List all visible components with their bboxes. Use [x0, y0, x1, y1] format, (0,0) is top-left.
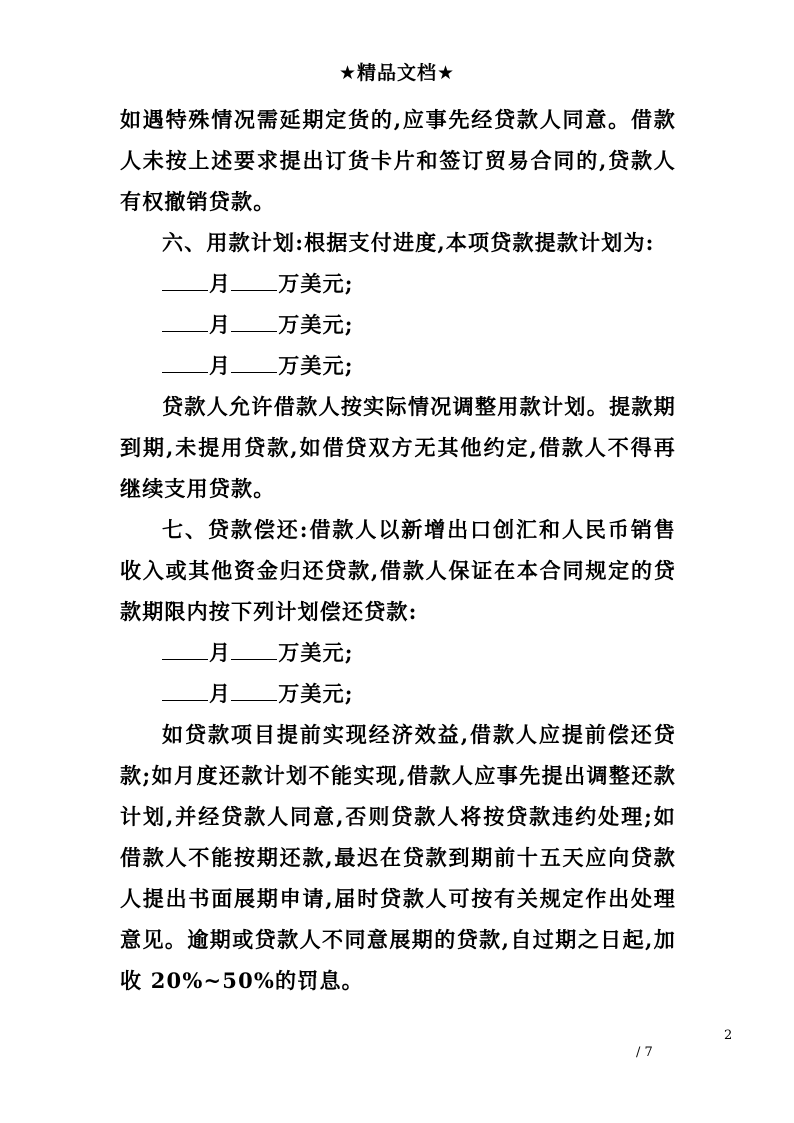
blank-field [231, 272, 277, 291]
month-label: 月 [209, 271, 232, 296]
paragraph-5: 如贷款项目提前实现经济效益,借款人应提前偿还贷款;如月度还款计划不能实现,借款人应事先提出调整还款计划,并经贷款人同意,否则贷款人将按贷款违约处理;如借款人不能按期还款,最迟在贷款到期前十五天应向贷款人提出书面展期申请,届时贷款人可按有关规定作出处理意见。逾期或贷款人不同意展期的贷款,自过期之日起,加收 20%~50%的罚息。 [120, 722, 676, 993]
month-label: 月 [209, 681, 232, 706]
page-number: 2 [724, 1028, 733, 1043]
paragraph-2: 六、用款计划:根据支付进度,本项贷款提款计划为: [162, 230, 655, 255]
blank-field [162, 354, 208, 373]
amount-label: 万美元; [278, 353, 354, 378]
paragraph-4: 七、贷款偿还:借款人以新增出口创汇和人民币销售收入或其他资金归还贷款,借款人保证在本合同规定的贷款期限内按下列计划偿还贷款: [120, 517, 676, 624]
month-label: 月 [209, 640, 232, 665]
blank-field [162, 682, 208, 701]
month-label: 月 [209, 353, 232, 378]
paragraph-3: 贷款人允许借款人按实际情况调整用款计划。提款期到期,未提用贷款,如借贷双方无其他约定,借款人不得再继续支用贷款。 [120, 394, 676, 501]
blank-field [231, 682, 277, 701]
blank-field [162, 313, 208, 332]
repay-line-1 [120, 632, 676, 673]
plan-line-1 [120, 263, 676, 304]
amount-label: 万美元; [278, 681, 354, 706]
plan-line-3 [120, 345, 676, 386]
blank-field [231, 641, 277, 660]
blank-field [162, 641, 208, 660]
amount-label: 万美元; [278, 640, 354, 665]
amount-label: 万美元; [278, 271, 354, 296]
blank-field [231, 313, 277, 332]
paragraph-1: 如遇特殊情况需延期定货的,应事先经贷款人同意。借款人未按上述要求提出订货卡片和签订贸易合同的,贷款人有权撤销贷款。 [120, 107, 676, 214]
blank-field [231, 354, 277, 373]
plan-line-2 [120, 304, 676, 345]
repay-line-2 [120, 673, 676, 714]
document-body [120, 99, 676, 1001]
page-header-title: ★精品文档★ [338, 62, 456, 84]
amount-label: 万美元; [278, 312, 354, 337]
page-total: / 7 [636, 1045, 653, 1060]
month-label: 月 [209, 312, 232, 337]
blank-field [162, 272, 208, 291]
